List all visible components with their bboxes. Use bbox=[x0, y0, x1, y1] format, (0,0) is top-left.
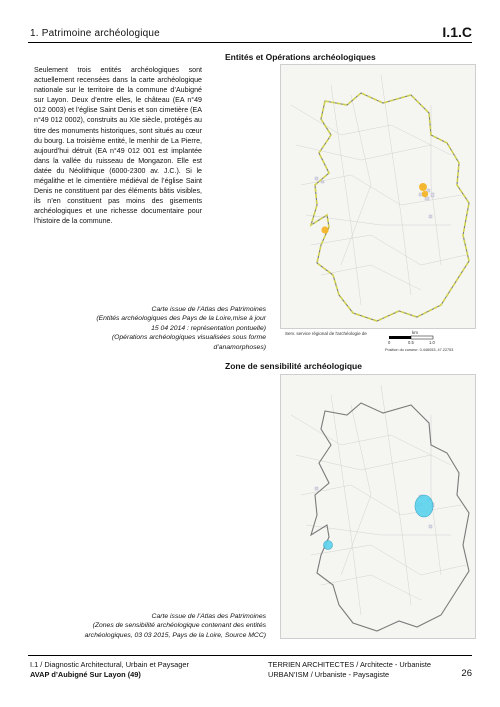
map2-title: Zone de sensibilité archéologique bbox=[225, 361, 362, 371]
scale-unit: km bbox=[412, 330, 418, 335]
footer-rule bbox=[28, 655, 472, 656]
map2-caption: Carte issue de l’Atlas des Patrimoines (Zones de sensibilité archéologique contenant des entités archéologiques, 03 03 2015, Pays de la Loire, Source MCC) bbox=[84, 613, 266, 639]
sensitivity-zone-bourg bbox=[415, 495, 433, 517]
footer-right-line2: URBAN’ISM / Urbaniste - Paysagiste bbox=[268, 670, 390, 679]
page-number: 26 bbox=[461, 668, 472, 679]
marker-chateau bbox=[419, 183, 427, 191]
page-header bbox=[28, 26, 472, 43]
footer-left-line2: AVAP d’Aubigné Sur Layon (49) bbox=[30, 670, 141, 679]
map1-title: Entités et Opérations archéologiques bbox=[225, 52, 376, 62]
footer-right-line1: TERRIEN ARCHITECTES / Architecte - Urbaniste bbox=[268, 660, 432, 669]
scale-label-2: 1.0 bbox=[429, 340, 435, 345]
section-title: 1. Patrimoine archéologique bbox=[30, 28, 160, 39]
intro-paragraph: Seulement trois entités archéologiques sont actuellement recensées dans la carte archéologique nationale sur le territoire de la commune d’Aubigné sur Layon. Deux d’entre elles, le château (EA n°49 012 0003) et l’église Saint Denis et son cimetière (EA n°49 012 0002), construits au XIe siècle, protégés au titre des monuments historiques, sont situés au cœur du bourg. La troisième entité, le menhir de La Pierre, aujourd’hui détruit (EA n°49 012 001 est implantée dans la vallée du ruisseau de Mongazon. Elle est datée du Néolithique (6000-2300 av. J.C.). Si le mégalithe et le cimentière médiéval de l’église Saint Denis ne constituent par des éléments bâtis visibles, ils n’en constituent pas moins des gisements archéologiques et une richesse documentaire pour l’histoire de la commune. bbox=[34, 66, 202, 226]
cursor-coords: Position du curseur: 0.446053, 47.22753 bbox=[385, 348, 454, 352]
map-archaeological-entities bbox=[280, 64, 476, 329]
map-archaeological-sensitivity bbox=[280, 374, 476, 639]
map1-source-credit: Serv. service régional de l'archéologie de bbox=[285, 331, 367, 336]
section-code: I.1.C bbox=[442, 24, 472, 40]
scale-label-0: 0 bbox=[388, 340, 391, 345]
footer-left-line1: I.1 / Diagnostic Architectural, Urbain et Paysager bbox=[30, 660, 189, 669]
map1-caption: Carte issue de l’Atlas des Patrimoines (Entités archéologiques des Pays de la Loire,mise à jour 15 04 2014 : représentation pontuelle) (Opérations archéologiques visualisées sous forme d’anamorphoses) bbox=[96, 306, 266, 351]
marker-menhir bbox=[321, 226, 328, 233]
sensitivity-zone-menhir bbox=[324, 541, 333, 550]
scale-bar bbox=[385, 329, 465, 353]
marker-eglise bbox=[422, 191, 428, 197]
scale-label-1: 0.5 bbox=[408, 340, 414, 345]
